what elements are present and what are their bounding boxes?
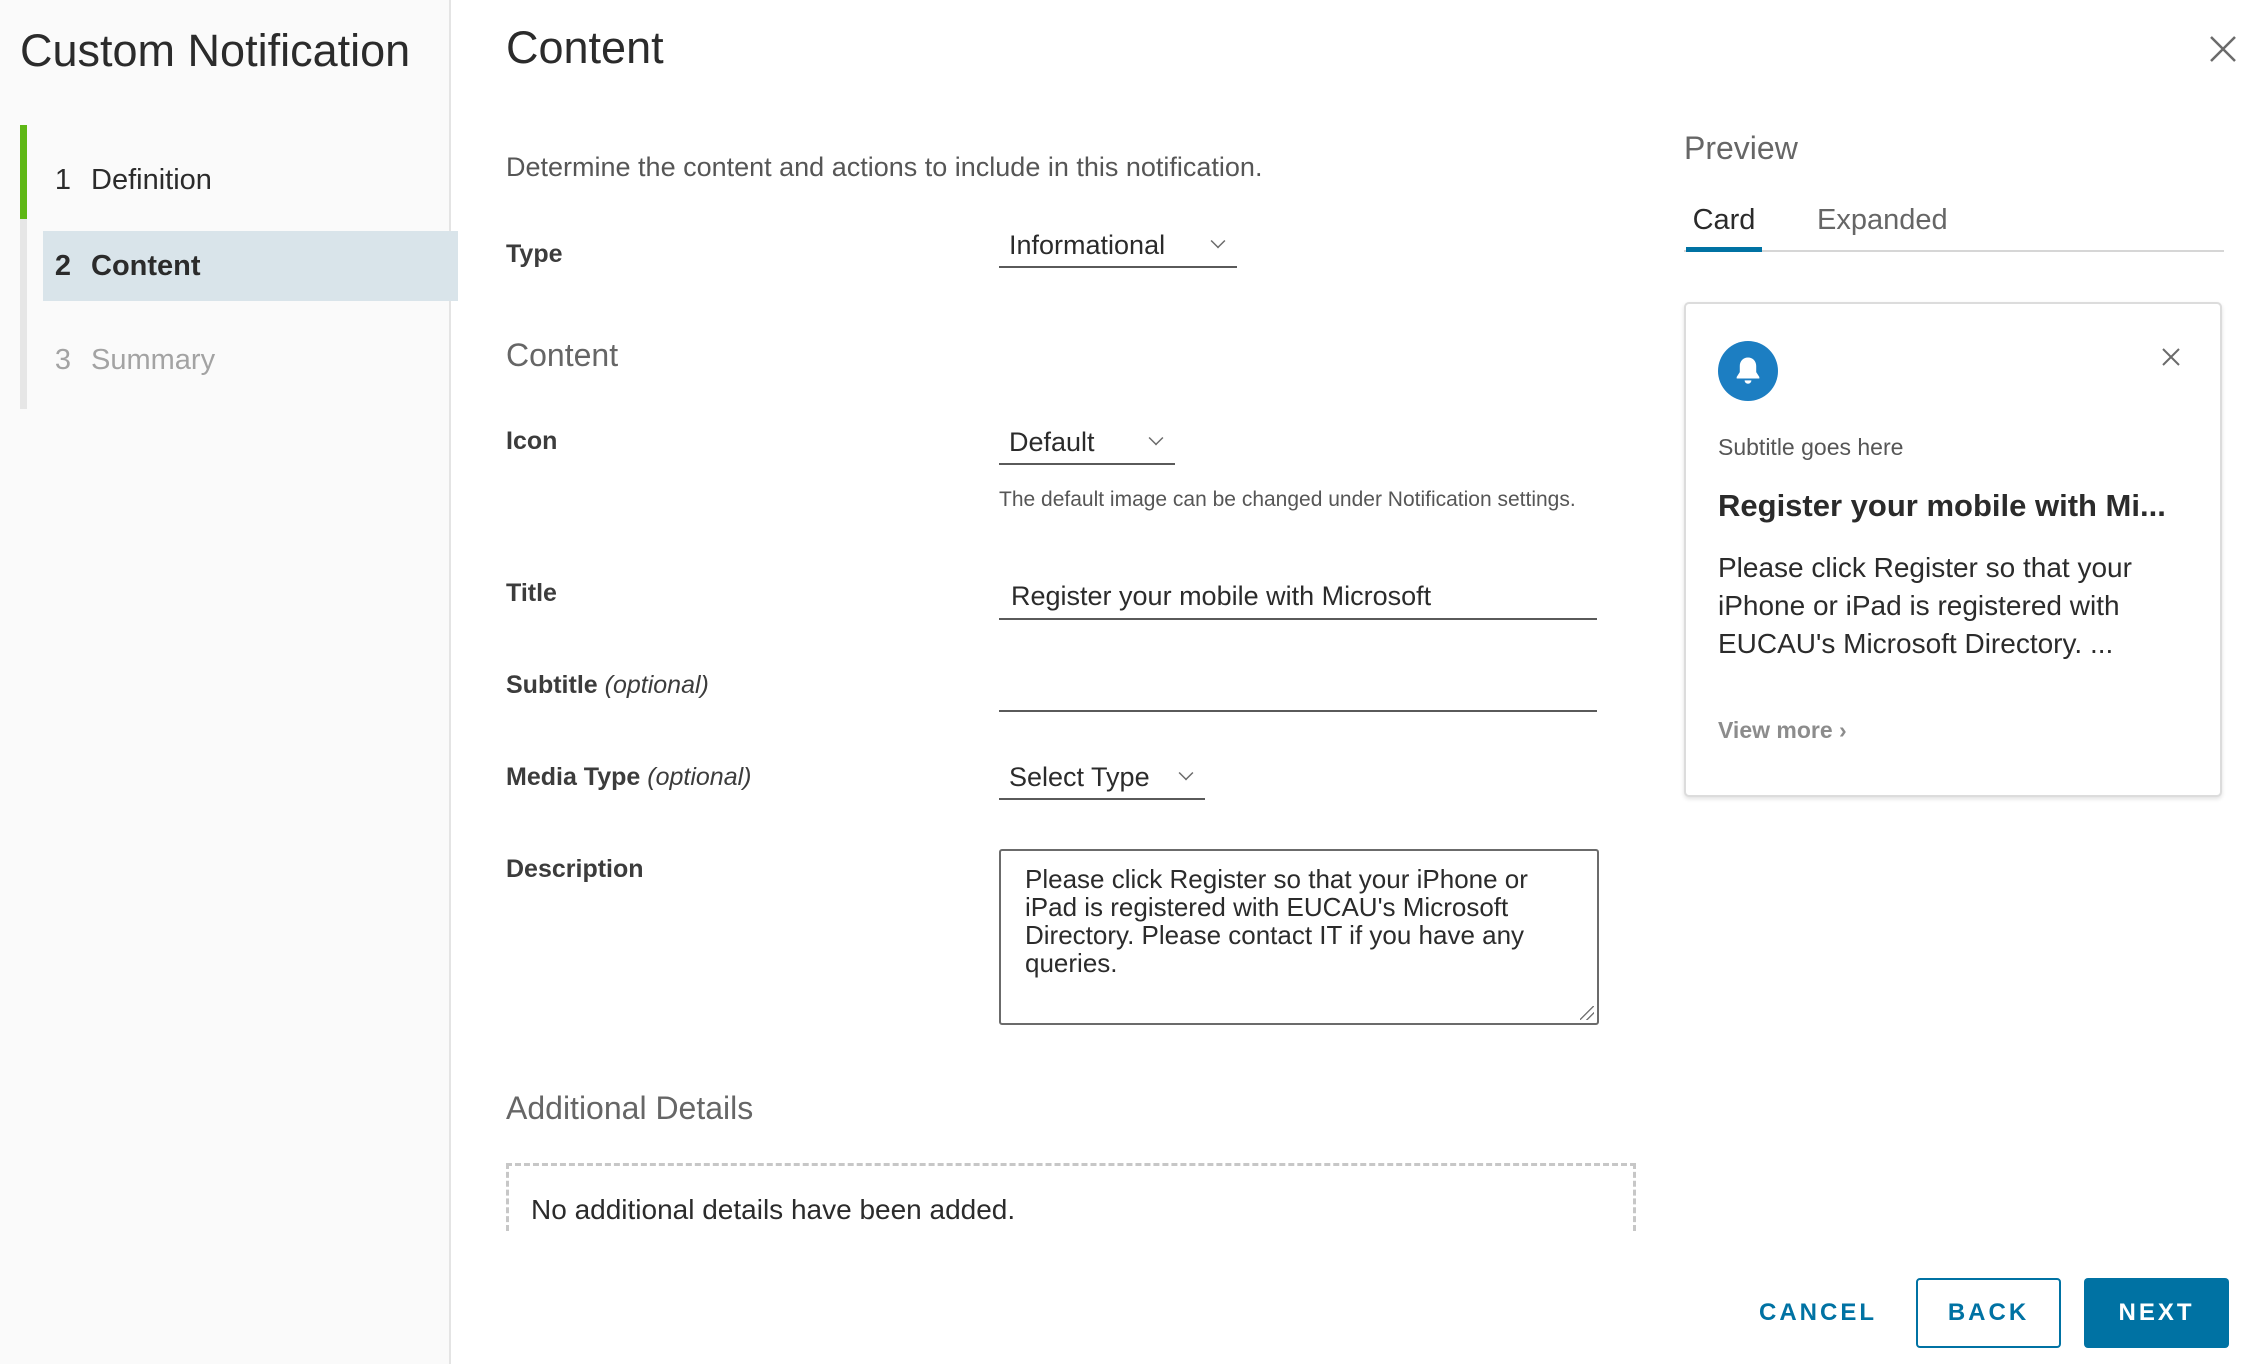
media-type-select[interactable] bbox=[999, 756, 1205, 800]
title-label: Title bbox=[506, 579, 557, 607]
chevron-down-icon bbox=[1149, 431, 1164, 446]
additional-details-heading: Additional Details bbox=[506, 1090, 754, 1126]
subtitle-input[interactable] bbox=[999, 666, 1597, 712]
step-content[interactable] bbox=[43, 231, 458, 301]
chevron-down-icon bbox=[1211, 234, 1226, 249]
icon-helper-text: The default image can be changed under Notification settings. bbox=[999, 488, 1576, 511]
icon-value: Default bbox=[1009, 426, 1095, 457]
subtitle-label bbox=[506, 671, 709, 700]
step-number: 1 bbox=[54, 163, 72, 196]
back-button[interactable]: BACK bbox=[1916, 1278, 2061, 1348]
preview-tabs bbox=[1684, 200, 2224, 252]
step-complete-indicator bbox=[20, 125, 27, 219]
close-icon[interactable] bbox=[2208, 34, 2238, 69]
next-button[interactable]: NEXT bbox=[2084, 1278, 2229, 1348]
type-value: Informational bbox=[1009, 229, 1166, 260]
preview-title: Register your mobile with Mi... bbox=[1718, 488, 2166, 523]
preview-subtitle: Subtitle goes here bbox=[1718, 434, 1904, 460]
optional-tag: (optional) bbox=[647, 763, 752, 791]
media-type-value: Select Type bbox=[1009, 761, 1150, 792]
step-number: 3 bbox=[54, 343, 72, 376]
cancel-button[interactable]: CANCEL bbox=[1759, 1299, 1877, 1326]
type-label: Type bbox=[506, 240, 563, 268]
optional-tag: (optional) bbox=[604, 671, 709, 699]
tab-expanded[interactable]: Expanded bbox=[1817, 204, 1948, 236]
wizard-title: Custom Notification bbox=[20, 25, 411, 76]
wizard-sidebar bbox=[0, 0, 451, 1364]
media-type-label bbox=[506, 763, 751, 792]
content-section-heading: Content bbox=[506, 337, 619, 373]
description-label: Description bbox=[506, 855, 644, 883]
subtitle-label-text: Subtitle bbox=[506, 671, 598, 699]
step-number: 2 bbox=[54, 249, 72, 282]
preview-body: Please click Register so that your iPhone or iPad is registered with EUCAU's Microsoft Directory. ... bbox=[1718, 552, 2132, 659]
additional-details-empty-text: No additional details have been added. bbox=[531, 1194, 1016, 1225]
title-input[interactable] bbox=[999, 574, 1597, 620]
preview-heading: Preview bbox=[1684, 130, 1798, 166]
description-textarea[interactable] bbox=[999, 849, 1599, 1025]
chevron-down-icon bbox=[1179, 766, 1194, 781]
step-label: Summary bbox=[91, 343, 216, 376]
page-title: Content bbox=[506, 22, 664, 73]
page-intro: Determine the content and actions to include in this notification. bbox=[506, 152, 1263, 182]
close-icon[interactable] bbox=[2160, 346, 2182, 373]
step-label: Definition bbox=[91, 163, 212, 196]
notification-preview-card bbox=[1684, 302, 2222, 797]
resize-handle-icon[interactable] bbox=[1580, 1006, 1594, 1020]
view-more-link[interactable]: View more › bbox=[1718, 717, 1847, 743]
tab-card[interactable]: Card bbox=[1686, 200, 1762, 252]
step-summary bbox=[43, 325, 458, 395]
icon-select[interactable] bbox=[999, 421, 1175, 465]
step-label: Content bbox=[91, 249, 201, 282]
bell-icon bbox=[1718, 341, 1778, 401]
type-select[interactable] bbox=[999, 224, 1237, 268]
title-input-value: Register your mobile with Microsoft bbox=[1011, 580, 1432, 611]
icon-label: Icon bbox=[506, 427, 558, 455]
wizard-steps bbox=[20, 125, 451, 409]
additional-details-empty bbox=[506, 1163, 1636, 1231]
media-type-label-text: Media Type bbox=[506, 763, 641, 791]
step-definition[interactable] bbox=[43, 145, 458, 215]
description-value: Please click Register so that your iPhone or iPad is registered with EUCAU's Microsoft Directory. Please contact IT if you have any queries. bbox=[1025, 864, 1528, 978]
